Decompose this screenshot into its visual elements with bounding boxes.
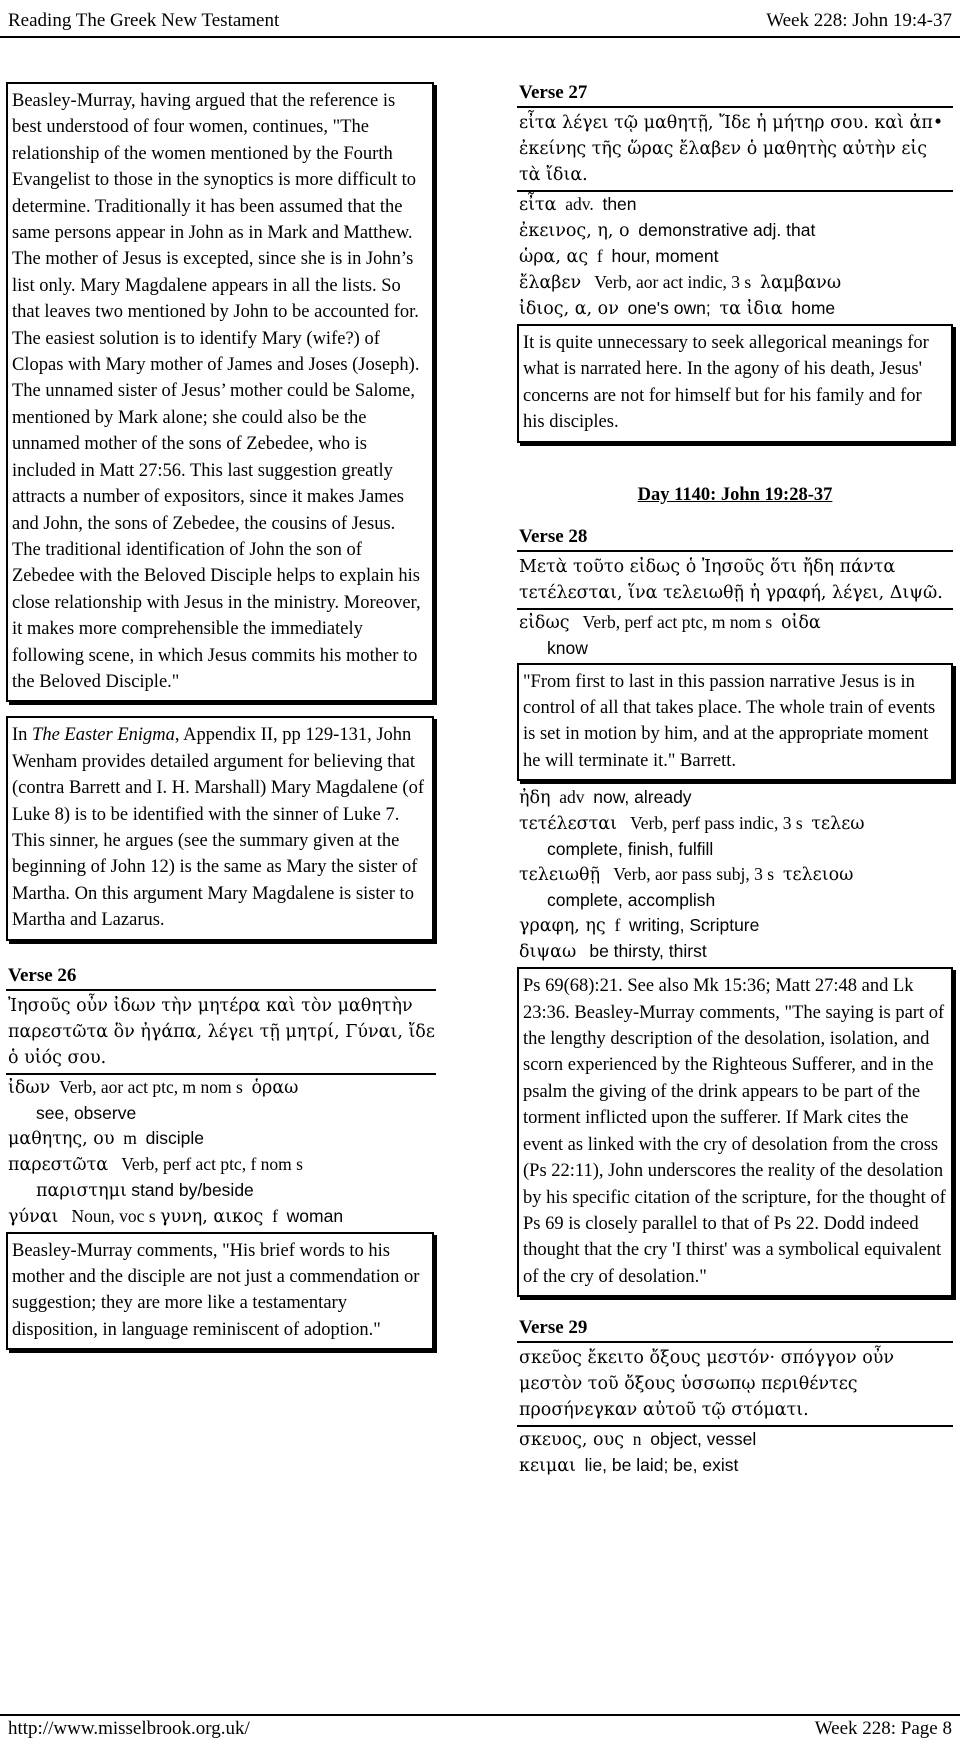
- gloss-line: τελειωθῇ Verb, aor pass subj, 3 s τελειοω: [519, 864, 854, 886]
- verse-26-section: Verse 26 Ἰησοῦς οὖν ἰδων τὴν μητέρα καὶ τὸν μαθητὴν παρεστῶτα ὃν ἠγάπα, λέγει τῇ μητρί, Γύναι, ἴδε ὁ υἱός σου. ἰδων Verb, aor act ptc, m nom s ὁραω see, observe μαθητης, ου m disciple παρεστῶτα Verb, perf act ptc, f nom s παριστημι stand by/beside γύναι Noun, voc s γυνη, αικος f woman: [6, 965, 436, 1230]
- commentary-box-beasley-murray: [6, 82, 434, 702]
- verse-28-section: Verse 28 Μετὰ τοῦτο εἰδως ὁ Ἰησοῦς ὅτι ἤδη πάντα τετέλεσται, ἵνα τελειωθῇ ἡ γραφή, λέγει, Διψῶ. εἰδως Verb, perf act ptc, m nom s οἰδα know: [517, 526, 953, 661]
- book-title: The Easter Enigma: [32, 725, 175, 746]
- page-header: [0, 6, 960, 32]
- verse-29-section: [517, 1317, 953, 1479]
- commentary-box-allegory: It is quite unnecessary to seek allegorical meanings for what is narrated here. In the agony of his death, Jesus' concerns are not for himself but for his family and for his disciples.: [517, 324, 953, 443]
- gloss-line: εἶτα adv. then: [519, 194, 637, 215]
- commentary-box-barrett: "From first to last in this passion narrative Jesus is in control of all that takes place. The whole train of events is set in motion by him, and at the appropriate moment he will terminate it." Barrett.: [517, 663, 953, 782]
- header-title: Reading The Greek New Testament: [8, 10, 280, 31]
- footer-url: http://www.misselbrook.org.uk/: [8, 1718, 250, 1739]
- gloss-line: ἰδιος, α, ον one's own; τα ἰδια home: [519, 298, 836, 319]
- gloss-line: εἰδως Verb, perf act ptc, m nom s οἰδα: [519, 611, 821, 633]
- greek-verse-text: Ἰησοῦς οὖν ἰδων τὴν μητέρα καὶ τὸν μαθητὴν παρεστῶτα ὃν ἠγάπα, λέγει τῇ μητρί, Γύναι, ἴδε ὁ υἱός σου.: [8, 995, 435, 1068]
- gloss-line: σκευος, ους n object, vessel: [519, 1429, 757, 1451]
- commentary-box-psalm: Ps 69(68):21. See also Mk 15:36; Matt 27:48 and Lk 23:36. Beasley-Murray comments, "The saying is part of the lengthy description of the desolation, isolation, and scorn experienced by the Righteous Sufferer, and in the psalm the giving of the drink appears to be part of the torment inflicted upon the sufferer. If Mark cites the event as linked with the cry of desolation from the cross (Ps 22:11), John underscores the reality of the desolation by his specific citation of the scripture, for the thought of Ps 69 is closely parallel to that of Ps 22. Dodd indeed thought that the cry 'I thirst' was a symbolical equivalent of the cry of desolation.": [517, 967, 953, 1297]
- verse-28-glosses: ἠδη adv now, already τετέλεσται Verb, perf pass indic, 3 s τελεω complete, finish, fulfill τελειωθῇ Verb, aor pass subj, 3 s τελειοω complete, accomplish γραφη, ης f writing, Scripture διψαω be thirsty, thirst: [517, 785, 953, 965]
- gloss-line: ἔλαβεν Verb, aor act indic, 3 s λαμβανω: [519, 272, 842, 293]
- verse-27-section: [517, 82, 953, 322]
- header-rule: [0, 36, 960, 38]
- day-heading: Day 1140: John 19:28-37: [637, 484, 833, 505]
- greek-verse-text: Μετὰ τοῦτο εἰδως ὁ Ἰησοῦς ὅτι ἤδη πάντα τετέλεσται, ἵνα τελειωθῇ ἡ γραφή, λέγει, Διψῶ.: [519, 556, 943, 603]
- commentary-box-adoption: Beasley-Murray comments, "His brief words to his mother and the disciple are not just a commendation or suggestion; they are more like a testamentary disposition, in language reminiscent of adoption.": [6, 1232, 434, 1351]
- gloss-line: παρεστῶτα Verb, perf act ptc, f nom s: [8, 1153, 303, 1175]
- gloss-line: γύναι Noun, voc s γυνη, αικος f woman: [8, 1205, 344, 1227]
- commentary-box-wenham: In The Easter Enigma, Appendix II, pp 129-131, John Wenham provides detailed argument for believing that (contra Barrett and I. H. Marshall) Mary Magdalene (of Luke 8) is to be identified with the sinner of Luke 7. This sinner, he argues (see the summary given at the beginning of John 12) is the same as Mary the sister of Martha. On this argument Mary Magdalene is sister to Martha and Lazarus.: [6, 716, 434, 940]
- gloss-line: κειμαι lie, be laid; be, exist: [519, 1455, 739, 1477]
- verse-heading: Verse 29: [517, 1317, 953, 1343]
- greek-verse-text: εἶτα λέγει τῷ μαθητῇ, Ἴδε ἡ μήτηρ σου. καὶ ἀπ• ἐκείνης τῆς ὥρας ἔλαβεν ὁ μαθητὴς αὐτὴν εἰς τὰ ἴδια.: [519, 113, 944, 185]
- verse-heading: Verse 26: [6, 965, 436, 991]
- verse-heading: Verse 27: [517, 82, 953, 108]
- gloss-line: τετέλεσται Verb, perf pass indic, 3 s τελεω: [519, 813, 865, 835]
- left-column: [6, 82, 436, 1350]
- right-column: [517, 82, 953, 1479]
- gloss-line: διψαω be thirsty, thirst: [519, 941, 707, 963]
- gloss-line: μαθητης, ου m disciple: [8, 1127, 204, 1149]
- footer-page: Week 228: Page 8: [814, 1718, 952, 1739]
- gloss-line: γραφη, ης f writing, Scripture: [519, 915, 760, 937]
- footer-rule: [0, 1714, 960, 1716]
- gloss-line: ἰδων Verb, aor act ptc, m nom s ὁραω: [8, 1076, 299, 1098]
- header-week: Week 228: John 19:4-37: [766, 10, 952, 31]
- gloss-line: ἐκεινος, η, ο demonstrative adj. that: [519, 220, 816, 241]
- gloss-line: ἠδη adv now, already: [519, 787, 692, 809]
- commentary-text: Beasley-Murray, having argued that the reference is best understood of four women, continues, "The relationship of the women mentioned by the Fourth Evangelist to those in the synoptics is more difficult to determine. Traditionally it has been assumed that the same persons appear in John as in Mark and Matthew. The mother of Jesus is excepted, since she is in John’s list only. Mary Magdalene appears in all the lists. So that leaves two mentioned by John to be accounted for. The easiest solution is to identify Mary (wife?) of Clopas with Mary mother of James and Joses (Joseph). The unnamed sister of Jesus’ mother could be Salome, mentioned by Mark alone; she could also be the unnamed mother of the sons of Zebedee, who is included in Matt 27:56. This last suggestion greatly attracts a number of expositors, since it makes James and John, the sons of Zebedee, the cousins of Jesus. The traditional identification of John the son of Zebedee with the Beloved Disciple helps to explain his close relationship with Jesus in the ministry. Moreover, it makes more comprehensible the immediately following scene, in which Jesus commits his mother to the Beloved Disciple.": [12, 91, 421, 692]
- greek-verse-text: σκεῦος ἔκειτο ὄξους μεστόν· σπόγγον οὖν μεστὸν τοῦ ὄξους ὑσσωπῳ περιθέντες προσήνεγκαν αὐτοῦ τῷ στόματι.: [519, 1348, 895, 1421]
- verse-heading: Verse 28: [517, 526, 953, 552]
- gloss-line: ὡρα, ας f hour, moment: [519, 246, 719, 267]
